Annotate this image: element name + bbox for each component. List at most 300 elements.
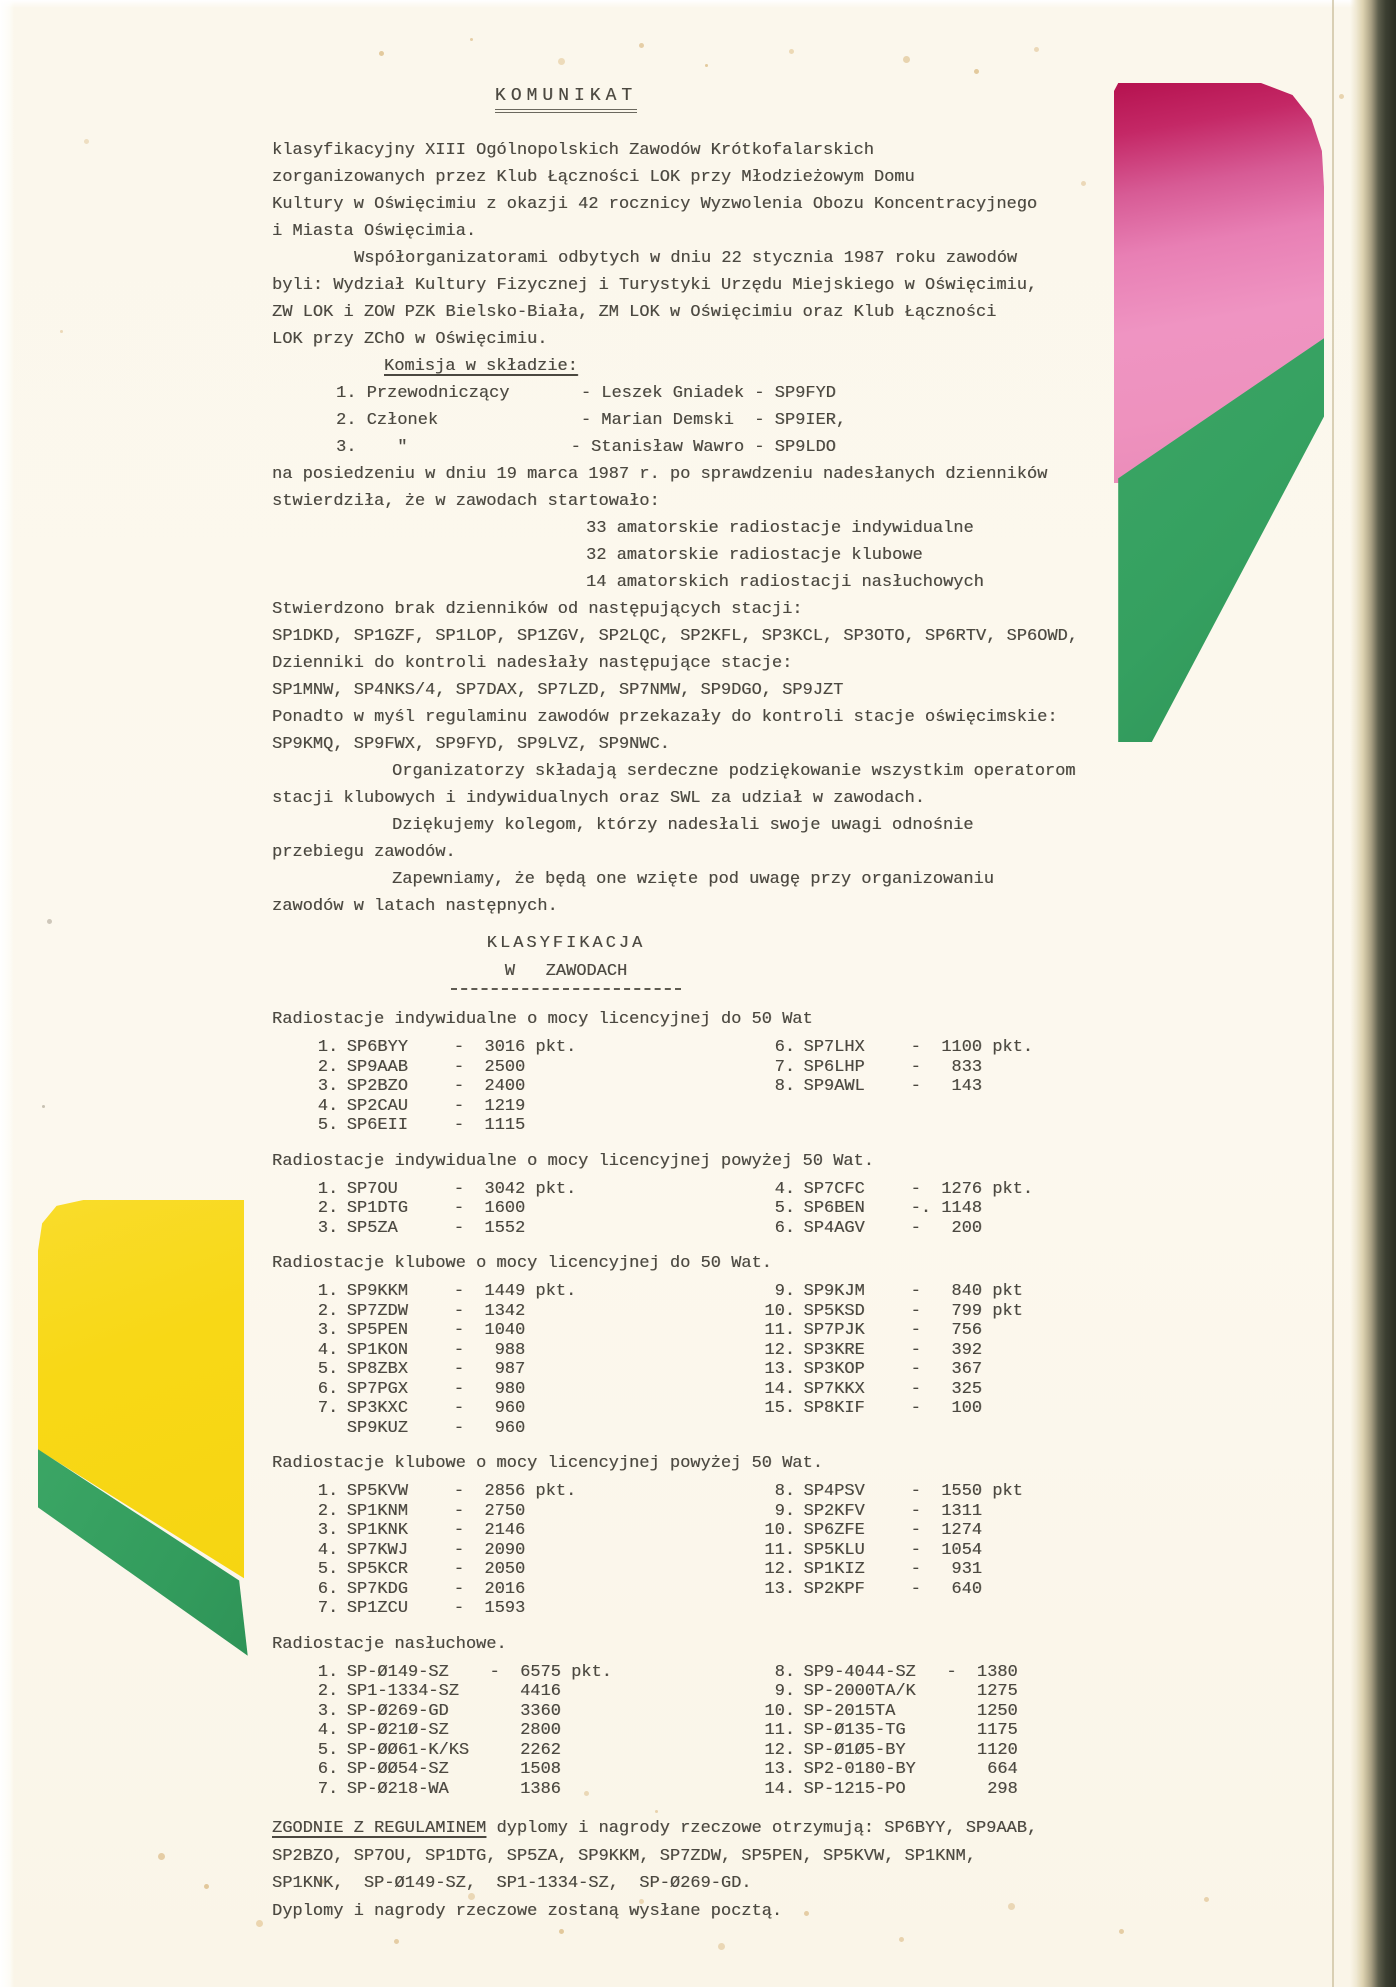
result-callsign: SP9AWL [803,1077,865,1096]
result-points: 1100 [941,1038,982,1057]
result-row [744,1521,1096,1541]
result-points: 840 [951,1282,982,1301]
result-number: 6. [774,1218,795,1238]
result-unit: pkt. [535,1282,577,1301]
result-row [744,1380,1096,1400]
result-points: 1040 [484,1321,526,1340]
result-row [294,1038,744,1058]
result-points: 1120 [976,1740,1018,1760]
result-number: 9. [774,1501,795,1521]
body-line-text: stwierdziła, że w zawodach startowało: [272,492,660,511]
body-line [272,596,1096,623]
body-line [272,677,1096,704]
result-number: 3. [317,1701,339,1721]
result-row [744,1360,1096,1380]
result-separator: - [910,1321,921,1340]
result-row [744,1399,1096,1419]
result-points: 1311 [941,1501,982,1521]
body-line-text: Stwierdzono brak dzienników od następujących stacji: [272,600,803,619]
scan-edge-top [0,0,1396,8]
result-unit: pkt [992,1482,1023,1501]
result-row [294,1219,744,1239]
result-number: 5. [774,1199,795,1218]
result-separator [490,1780,510,1800]
result-number: 9. [774,1282,795,1301]
result-unit: pkt. [535,1038,577,1057]
result-number: 3. [317,1521,339,1540]
result-callsign: SP9-4044-SZ [803,1662,916,1682]
body-line-text: 2. Członek - Marian Demski - SP9IER, [336,411,847,430]
result-points: 664 [987,1760,1018,1779]
result-callsign: SP-2015TA [803,1701,896,1721]
result-number: 4. [317,1096,339,1116]
results-column-right [744,1282,1096,1419]
section-individual-over-50w [272,1148,1096,1239]
result-row [744,1702,1096,1722]
result-points: 6575 [520,1662,561,1682]
result-callsign: SP1KNK [346,1521,408,1540]
result-number: 14. [764,1379,795,1399]
result-row [744,1199,1096,1219]
result-number: 1. [317,1179,339,1199]
result-row [744,1282,1096,1302]
section-club-over-50w [272,1450,1096,1619]
result-callsign: SP-1215-PO [803,1779,906,1799]
result-separator: - [453,1057,464,1077]
result-callsign: SP-Ø1Ø5-BY [803,1740,906,1760]
result-separator: - [910,1521,921,1540]
result-row [294,1702,744,1722]
result-separator: - [453,1077,464,1096]
result-separator [946,1682,966,1702]
result-points: 325 [951,1379,982,1399]
result-number: 1. [317,1282,339,1301]
classification-heading-line2: W ZAWODACH [504,962,628,981]
result-points: 3360 [520,1701,561,1721]
result-separator: - [910,1218,921,1238]
result-number: 2. [317,1199,339,1218]
result-number: 12. [764,1560,795,1579]
section-club-under-50w [272,1250,1096,1438]
result-callsign: SP6ZFE [803,1521,865,1540]
result-separator [490,1702,510,1722]
body-line [272,407,1096,434]
result-points: 2262 [520,1740,561,1760]
result-points: 1250 [976,1701,1018,1721]
section-swl [272,1631,1096,1800]
result-separator: - [453,1282,464,1301]
result-points: 143 [951,1077,982,1096]
result-number [294,1419,338,1439]
result-number: 5. [317,1560,339,1579]
result-number: 8. [774,1482,795,1501]
result-row [294,1199,744,1219]
result-points: 3016 [484,1038,526,1057]
result-points: 2500 [484,1057,526,1077]
result-callsign: SP9AAB [346,1057,408,1077]
result-points: 1115 [484,1116,526,1135]
result-number: 13. [764,1760,795,1779]
result-unit: pkt. [535,1482,577,1501]
result-callsign: SP7OU [346,1179,398,1199]
result-points: 100 [951,1399,982,1418]
result-callsign: SP1KIZ [803,1560,865,1579]
result-row [744,1180,1096,1200]
result-separator: - [453,1179,464,1199]
result-number: 6. [317,1379,339,1399]
footer-line [272,1815,1096,1843]
result-callsign: SP1ZCU [346,1599,408,1618]
body-line-text: 1. Przewodniczący - Leszek Gniadek - SP9FYD [336,384,836,403]
results-column-left [272,1663,744,1800]
result-row [744,1780,1096,1800]
result-callsign: SP-ØØ54-SZ [346,1760,449,1779]
result-points: 980 [494,1379,526,1399]
result-separator: - [453,1340,464,1360]
result-number: 3. [317,1077,339,1096]
result-row [294,1721,744,1741]
result-separator: - [910,1579,921,1599]
result-separator: - [910,1482,921,1501]
result-number: 4. [774,1179,795,1199]
result-callsign: SP5KCR [346,1560,408,1579]
result-callsign: SP9KUZ [346,1418,408,1438]
result-separator: - [946,1662,957,1682]
result-separator: - [910,1282,921,1301]
result-unit: pkt [992,1301,1023,1321]
result-callsign: SP6BEN [803,1199,865,1218]
result-callsign: SP4AGV [803,1218,865,1238]
result-callsign: SP4PSV [803,1482,865,1501]
result-row [744,1038,1096,1058]
body-line-text: 33 amatorskie radiostacje indywidualne [586,519,974,538]
body-line [272,191,1096,218]
document-text-block [272,86,1096,1925]
result-separator [946,1741,966,1761]
body-line-text: LOK przy ZChO w Oświęcimiu. [272,330,548,349]
result-unit: pkt. [992,1038,1033,1057]
result-row [744,1321,1096,1341]
body-line-text: zorganizowanych przez Klub Łączności LOK przy Młodzieżowym Domu [272,168,915,187]
result-points: 1175 [976,1721,1018,1740]
result-points: 1276 [941,1179,982,1199]
result-number: 4. [317,1340,339,1360]
body-line-text: 14 amatorskich radiostacji nasłuchowych [586,573,984,592]
result-callsign: SP-Ø21Ø-SZ [346,1721,449,1740]
result-separator: - [910,1179,921,1199]
result-number: 7. [317,1779,339,1799]
result-separator [946,1702,966,1722]
result-callsign: SP8KIF [803,1399,865,1418]
result-row [294,1780,744,1800]
result-callsign: SP5KSD [803,1301,865,1321]
result-number: 9. [774,1682,795,1701]
result-separator: - [453,1399,464,1418]
result-points: 392 [951,1340,982,1360]
body-line [272,650,1096,677]
result-row [744,1482,1096,1502]
body-line [272,542,1096,569]
result-callsign: SP1KON [346,1340,408,1360]
result-points: 1380 [976,1662,1018,1682]
result-points: 1342 [484,1301,526,1321]
result-callsign: SP2KPF [803,1579,865,1599]
result-number: 5. [317,1740,339,1760]
result-points: 1054 [941,1540,982,1560]
results-column-left [272,1282,744,1438]
result-callsign: SP3KOP [803,1360,865,1379]
result-separator [490,1760,510,1780]
section-heading: Radiostacje nasłuchowe. [272,1634,507,1654]
body-line-text: Dziękujemy kolegom, którzy nadesłali swoje uwagi odnośnie [392,816,974,835]
result-points: 1219 [484,1096,526,1116]
result-points: 931 [951,1560,982,1579]
results-column-left [272,1180,744,1239]
result-unit: pkt [992,1282,1023,1301]
result-separator: - [453,1599,464,1618]
body-line-text: Ponadto w myśl regulaminu zawodów przekazały do kontroli stacje oświęcimskie: [272,708,1058,727]
result-callsign: SP2KFV [803,1501,865,1521]
result-separator: - [453,1521,464,1540]
result-points: 1275 [976,1682,1018,1701]
body-text [272,137,1096,920]
result-callsign: SP-Ø218-WA [346,1779,449,1799]
result-number: 10. [764,1701,795,1721]
result-number: 1. [317,1038,339,1057]
result-callsign: SP1DTG [346,1199,408,1218]
result-unit: pkt. [571,1662,612,1682]
result-row [294,1282,744,1302]
body-line [272,893,1096,920]
result-number: 6. [774,1038,795,1057]
result-points: 960 [494,1418,526,1438]
page-edge-line [1332,0,1334,1987]
body-line [272,758,1096,785]
result-callsign: SP3KRE [803,1340,865,1360]
result-callsign: SP7KDG [346,1579,408,1599]
results-column-right [744,1663,1096,1800]
result-row [294,1560,744,1580]
body-line-text: SP1MNW, SP4NKS/4, SP7DAX, SP7LZD, SP7NMW, SP9DGO, SP9JZT [272,681,844,700]
result-row [294,1599,744,1619]
body-line-text: SP1DKD, SP1GZF, SP1LOP, SP1ZGV, SP2LQC, SP2KFL, SP3KCL, SP3OTO, SP6RTV, SP6OWD, [272,627,1078,646]
result-row [294,1077,744,1097]
body-line [272,461,1096,488]
result-row [294,1180,744,1200]
result-callsign: SP7KWJ [346,1540,408,1560]
body-line-text: klasyfikacyjny XIII Ogólnopolskich Zawodów Krótkofalarskich [272,141,874,160]
result-number: 4. [317,1721,339,1740]
body-line-text: Kultury w Oświęcimiu z okazji 42 rocznicy Wyzwolenia Obozu Koncentracyjnego [272,195,1038,214]
result-row [294,1741,744,1761]
result-number: 13. [764,1579,795,1599]
result-row [294,1360,744,1380]
result-separator [490,1741,510,1761]
body-line-text: i Miasta Oświęcimia. [272,222,477,241]
result-separator [490,1682,510,1702]
result-number: 11. [764,1721,795,1740]
result-points: 2800 [520,1721,561,1740]
result-points: 988 [494,1340,526,1360]
results-column-right [744,1038,1096,1097]
result-separator: - [453,1038,464,1057]
result-points: 1600 [484,1199,526,1218]
section-individual-under-50w [272,1006,1096,1136]
body-line-text: 3. " - Stanisław Wawro - SP9LDO [336,438,836,457]
result-number: 6. [317,1760,339,1779]
result-callsign: SP9KJM [803,1282,865,1301]
result-number: 3. [317,1218,339,1238]
result-number: 5. [317,1360,339,1379]
result-callsign: SP6EII [346,1116,408,1135]
footer-line: SP1KNK, SP-Ø149-SZ, SP1-1334-SZ, SP-Ø269-GD. [272,1874,752,1893]
result-separator: - [910,1560,921,1579]
body-line [272,164,1096,191]
result-row [744,1502,1096,1522]
footer-lead-underlined: ZGODNIE Z REGULAMINEM [272,1819,487,1838]
body-line [272,785,1096,812]
result-separator: - [453,1360,464,1379]
result-number: 8. [774,1077,795,1096]
result-callsign: SP6LHP [803,1057,865,1077]
result-separator: - [453,1560,464,1579]
result-points: 1274 [941,1521,982,1540]
result-number: 1. [317,1662,339,1682]
result-number: 10. [764,1521,795,1540]
result-points: 1508 [520,1760,561,1779]
result-callsign: SP3KXC [346,1399,408,1418]
result-callsign: SP-Ø269-GD [346,1701,449,1721]
body-line [272,380,1096,407]
body-line-text: Współorganizatorami odbytych w dniu 22 stycznia 1987 roku zawodów [354,249,1018,268]
result-callsign: SP5ZA [346,1218,398,1238]
result-row [294,1482,744,1502]
result-separator: - [453,1321,464,1340]
result-separator: - [453,1579,464,1599]
result-callsign: SP7CFC [803,1179,865,1199]
classification-heading-line1: KLASYFIKACJA [486,934,646,953]
result-number: 7. [317,1599,339,1618]
result-separator: - [910,1301,921,1321]
result-row [294,1399,744,1419]
body-line [272,515,1096,542]
result-row [294,1380,744,1400]
result-number: 2. [317,1057,339,1077]
result-row [744,1760,1096,1780]
footer-line: Dyplomy i nagrody rzeczowe zostaną wysłane pocztą. [272,1901,783,1921]
result-number: 8. [774,1662,795,1682]
result-row [294,1663,744,1683]
result-unit: pkt. [992,1179,1033,1199]
result-points: 2400 [484,1077,526,1096]
result-separator: - [453,1418,464,1438]
result-row [294,1419,744,1439]
result-callsign: SP6BYY [346,1038,408,1057]
result-number: 7. [774,1057,795,1077]
result-separator: - [910,1077,921,1096]
result-callsign: SP-ØØ61-K/KS [346,1740,470,1760]
result-number: 3. [317,1321,339,1340]
body-line [272,731,1096,758]
body-line [272,623,1096,650]
result-separator: - [910,1540,921,1560]
result-separator: - [453,1482,464,1501]
result-callsign: SP1-1334-SZ [346,1682,459,1701]
result-callsign: SP-2000TA/K [803,1682,916,1701]
result-points: 833 [951,1057,982,1077]
result-points: 367 [951,1360,982,1379]
result-row [294,1521,744,1541]
result-row [744,1682,1096,1702]
result-row [744,1663,1096,1683]
result-row [744,1741,1096,1761]
section-heading: Radiostacje indywidualne o mocy licencyjnej do 50 Wat [272,1010,813,1029]
result-points: 1449 [484,1282,526,1301]
result-separator: - [910,1360,921,1379]
result-row [744,1721,1096,1741]
body-line [272,326,1096,353]
result-number: 15. [764,1399,795,1418]
body-line-text: Zapewniamy, że będą one wzięte pod uwagę przy organizowaniu [392,870,994,889]
result-callsign: SP7LHX [803,1038,865,1057]
result-row [294,1682,744,1702]
result-row [294,1321,744,1341]
result-callsign: SP8ZBX [346,1360,408,1379]
results-column-right [744,1180,1096,1239]
result-row [294,1058,744,1078]
body-line-text: Dzienniki do kontroli nadesłały następujące stacje: [272,654,793,673]
result-separator: - [910,1057,921,1077]
result-separator: - [453,1096,464,1116]
body-line [272,272,1096,299]
result-row [294,1116,744,1136]
body-line-text: byli: Wydział Kultury Fizycznej i Turystyki Urzędu Miejskiego w Oświęcimiu, [272,276,1038,295]
result-callsign: SP2CAU [346,1096,408,1116]
result-callsign: SP7ZDW [346,1301,408,1321]
body-line [272,866,1096,893]
body-line-text: Organizatorzy składają serdeczne podziękowanie wszystkim operatorom [392,762,1076,781]
result-callsign: SP5PEN [346,1321,408,1340]
body-line-text: 32 amatorskie radiostacje klubowe [586,546,923,565]
result-callsign: SP2-0180-BY [803,1760,916,1779]
result-points: 200 [951,1218,982,1238]
result-points: 1386 [520,1779,561,1799]
result-callsign: SP7KKX [803,1379,865,1399]
results-column-left [272,1482,744,1619]
result-row [294,1097,744,1117]
result-points: 987 [494,1360,526,1379]
body-line [272,137,1096,164]
result-callsign: SP-Ø149-SZ [346,1662,449,1682]
footer-line1-rest: dyplomy i nagrody rzeczowe otrzymują: SP6BYY, SP9AAB, [486,1819,1038,1838]
result-number: 11. [764,1321,795,1340]
result-row [294,1760,744,1780]
result-callsign: SP5KVW [346,1482,408,1501]
result-callsign: SP-Ø135-TG [803,1721,906,1740]
result-separator [946,1780,966,1800]
result-separator: - [910,1399,921,1418]
classification-underline [451,988,681,994]
result-points: 2050 [484,1560,526,1579]
result-callsign: SP7PGX [346,1379,408,1399]
result-points: 1550 [941,1482,982,1501]
result-points: 2750 [484,1501,526,1521]
body-line [272,218,1096,245]
result-number: 1. [317,1482,339,1501]
result-points: 1552 [484,1218,526,1238]
result-separator: - [453,1540,464,1560]
result-callsign: SP1KNM [346,1501,408,1521]
